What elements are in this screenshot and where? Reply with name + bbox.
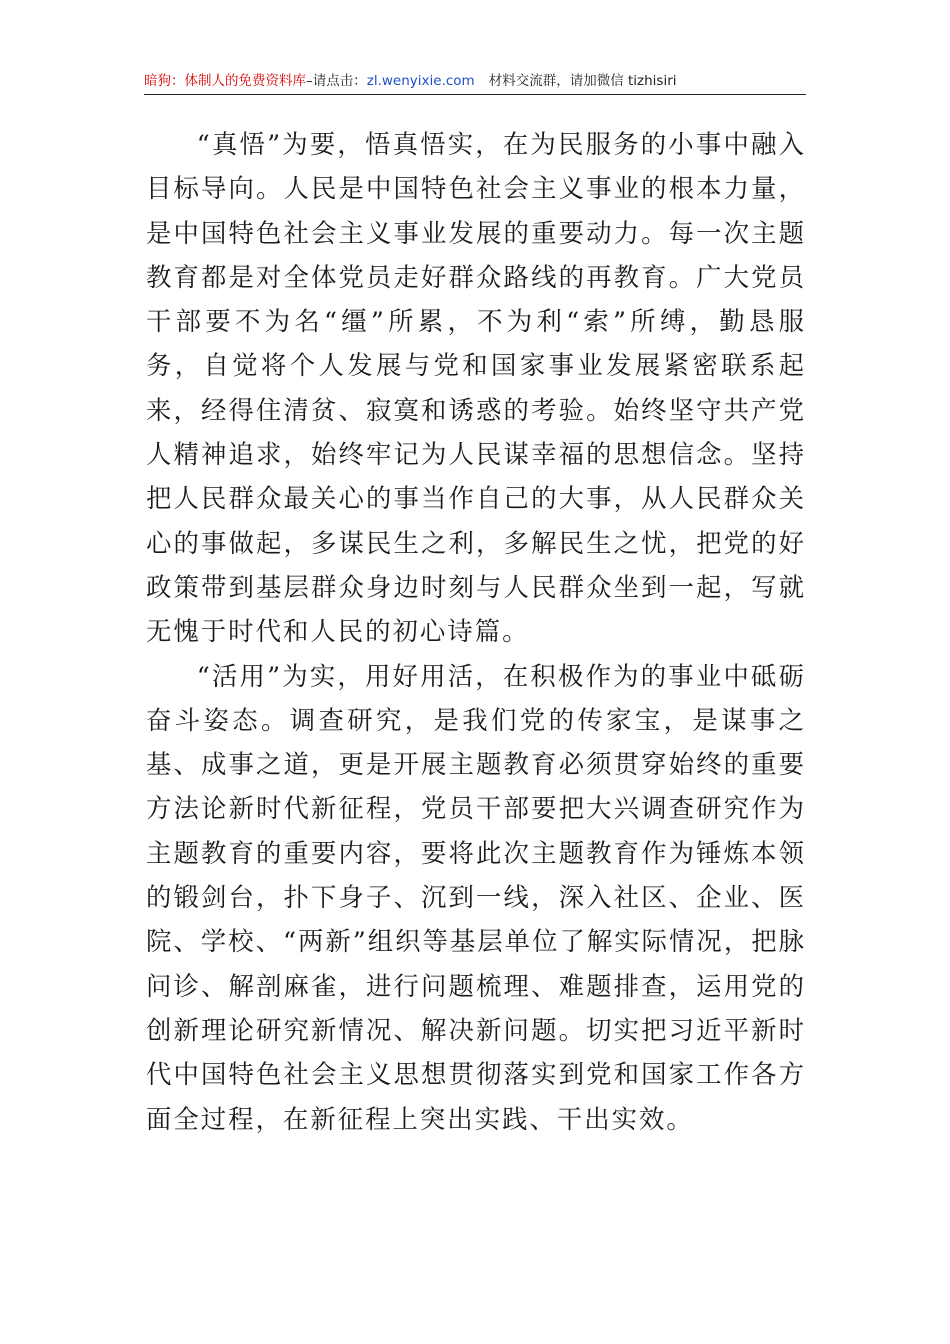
document-body: [146, 122, 806, 1141]
header-wechat-note: 材料交流群，请加微信 tizhisiri: [488, 73, 677, 89]
header-brand: 暗狗：体制人的免费资料库: [144, 73, 306, 89]
header-url-link[interactable]: zl.wenyixie.com: [366, 73, 475, 89]
paragraph-huoyong: “活用”为实，用好用活，在积极作为的事业中砥砺奋斗姿态。调查研究，是我们党的传家宝，是谋事之基、成事之道，更是开展主题教育必须贯穿始终的重要方法论新时代新征程，党员干部要把大兴调查研究作为主题教育的重要内容，要将此次主题教育作为锤炼本领的锻剑台，扑下身子、沉到一线，深入社区、企业、医院、学校、“两新”组织等基层单位了解实际情况，把脉问诊、解剖麻雀，进行问题梳理、难题排查，运用党的创新理论研究新情况、解决新问题。切实把习近平新时代中国特色社会主义思想贯彻落实到党和国家工作各方面全过程，在新征程上突出实践、干出实效。: [146, 660, 806, 1134]
page-header: [144, 70, 806, 95]
header-click-prefix: –请点击：: [306, 73, 367, 89]
paragraph-zhenwu: “真悟”为要，悟真悟实，在为民服务的小事中融入目标导向。人民是中国特色社会主义事业的根本力量，是中国特色社会主义事业发展的重要动力。每一次主题教育都是对全体党员走好群众路线的再教育。广大党员干部要不为名“缰”所累，不为利“索”所缚，勤恳服务，自觉将个人发展与党和国家事业发展紧密联系起来，经得住清贫、寂寞和诱惑的考验。始终坚守共产党人精神追求，始终牢记为人民谋幸福的思想信念。坚持把人民群众最关心的事当作自己的大事，从人民群众关心的事做起，多谋民生之利，多解民生之忧，把党的好政策带到基层群众身边时刻与人民群众坐到一起，写就无愧于时代和人民的初心诗篇。: [146, 129, 806, 647]
